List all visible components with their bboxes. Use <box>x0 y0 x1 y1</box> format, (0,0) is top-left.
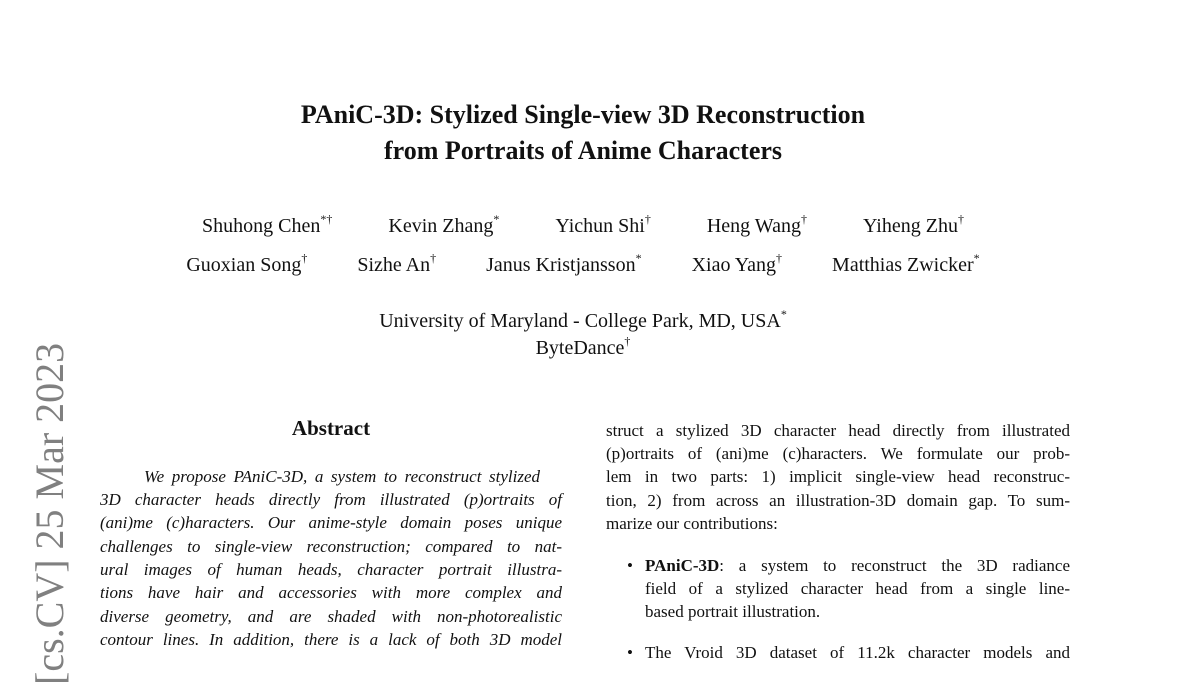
body-line: lem in two parts: 1) implicit single-view head reconstruc- <box>606 467 1070 486</box>
abstract-heading: Abstract <box>291 416 371 440</box>
body-line: tion, 2) from across an illustration-3D domain gap. To sum- <box>606 491 1070 510</box>
body-line: struct a stylized 3D character head directly from illustrated <box>606 421 1070 440</box>
body-line: (p)ortraits of (ani)me (c)haracters. We formulate our prob- <box>606 444 1070 463</box>
paper-title-line-1: PAniC-3D: Stylized Single-view 3D Reconstruction <box>300 100 866 129</box>
bullet-line: field of a stylized character head from a single line- <box>645 579 1070 598</box>
abstract-line: ural images of human heads, character portrait illustra- <box>100 560 562 579</box>
author-row-2 <box>0 252 1166 278</box>
abstract-line: diverse geometry, and are shaded with non-photorealistic <box>100 607 562 626</box>
paper-title-line-2: from Portraits of Anime Characters <box>383 136 783 165</box>
author: Xiao Yang† <box>691 251 783 276</box>
bullet-line: based portrait illustration. <box>645 602 821 621</box>
bullet-line: The Vroid 3D dataset of 11.2k character models and <box>645 643 1070 662</box>
author: Heng Wang† <box>706 212 807 237</box>
body-line: marize our contributions: <box>606 514 778 533</box>
author: Matthias Zwicker* <box>832 251 980 276</box>
author: Yichun Shi† <box>555 212 651 237</box>
abstract-line: tions have hair and accessories with more complex and <box>100 583 562 602</box>
arxiv-stamp: [cs.CV] 25 Mar 2023 <box>27 342 72 685</box>
author: Guoxian Song† <box>186 251 308 276</box>
author: Yiheng Zhu† <box>862 212 964 237</box>
affiliation: ByteDance† <box>535 334 631 359</box>
abstract-line: We propose PAniC-3D, a system to reconstruct stylized <box>144 467 540 486</box>
bullet-line: PAniC-3D: a system to reconstruct the 3D radiance <box>645 556 1070 575</box>
author-row-1 <box>0 213 1166 239</box>
author: Sizhe An† <box>357 251 437 276</box>
author: Kevin Zhang* <box>388 212 500 237</box>
abstract-line: 3D character heads directly from illustrated (p)ortraits of <box>100 490 562 509</box>
abstract-line: contour lines. In addition, there is a lack of both 3D model <box>100 630 562 649</box>
bullet-marker: • <box>627 556 633 575</box>
affiliation: University of Maryland - College Park, MD, USA* <box>379 307 787 332</box>
abstract-line: (ani)me (c)haracters. Our anime-style domain poses unique <box>100 513 562 532</box>
author: Janus Kristjansson* <box>486 251 642 276</box>
bullet-marker: • <box>627 643 633 662</box>
abstract-line: challenges to single-view reconstruction; compared to nat- <box>100 537 562 556</box>
author: Shuhong Chen*† <box>202 212 333 237</box>
